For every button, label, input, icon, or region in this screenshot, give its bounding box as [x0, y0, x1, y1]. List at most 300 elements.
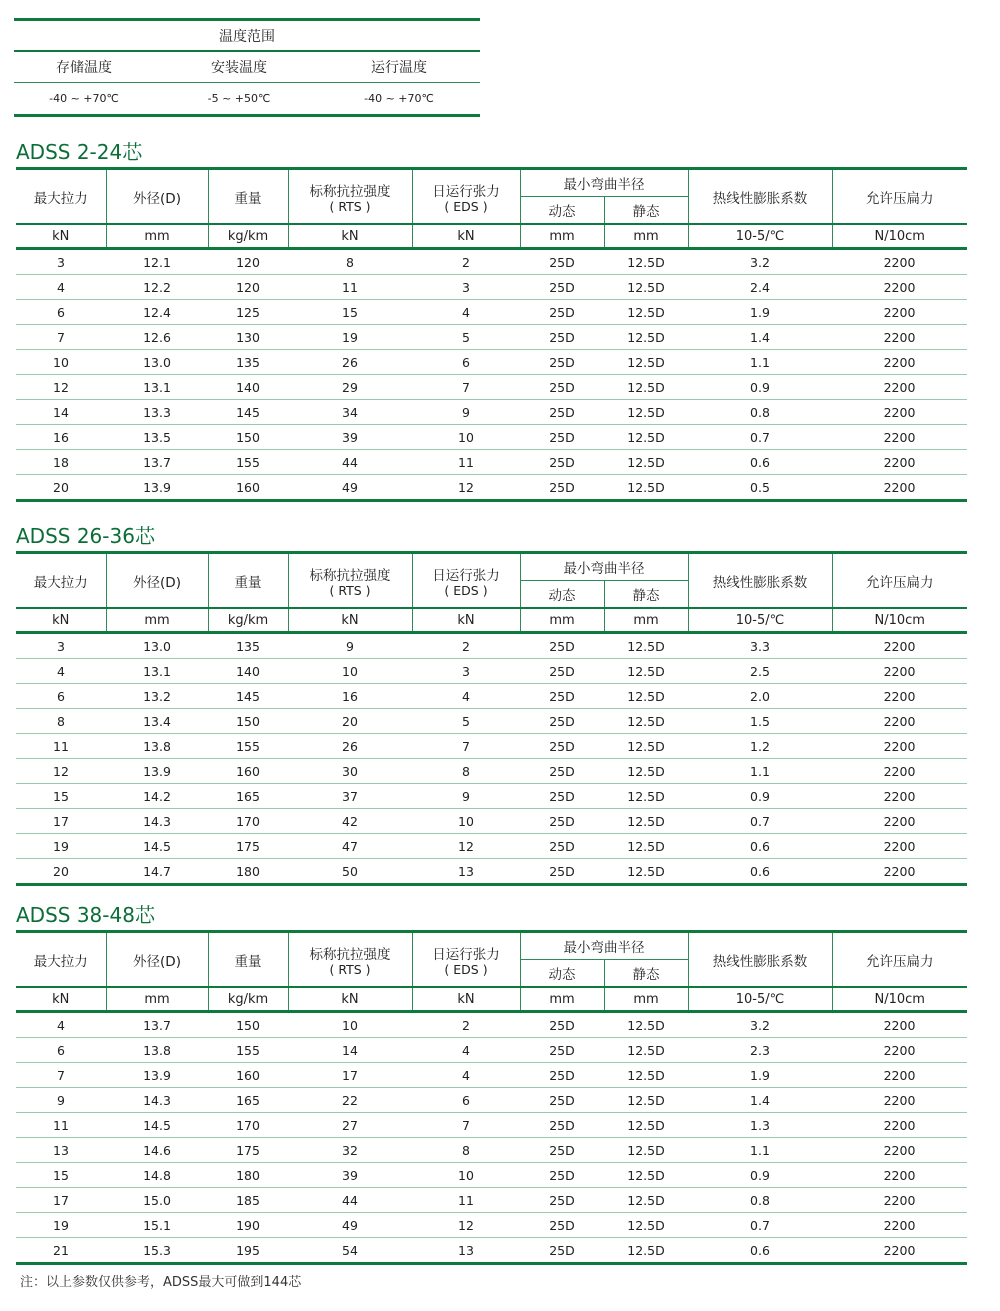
bend-dynamic-unit: mm — [520, 225, 604, 247]
rts-cell: 50 — [342, 863, 358, 879]
max-tension-cell: 15 — [16, 784, 106, 809]
rts-cell: 8 — [288, 250, 412, 275]
rts-header — [288, 170, 412, 223]
outer-diameter-cell: 13.5 — [106, 425, 208, 450]
table-row — [16, 250, 967, 275]
thermal-expansion-cell: 1.1 — [688, 350, 832, 375]
max-tension-cell: 3 — [16, 634, 106, 659]
bend-static-cell: 12.5D — [604, 734, 688, 759]
bend-dynamic-cell: 25D — [520, 425, 604, 450]
rts-cell: 37 — [288, 784, 412, 809]
bend-dynamic-cell: 25D — [520, 250, 604, 275]
bend-dynamic-cell: 25D — [520, 709, 604, 734]
thermal-expansion-header: 热线性膨胀系数 — [688, 554, 832, 607]
outer-diameter-cell: 12.6 — [106, 325, 208, 350]
section-title: ADSS 26-36芯 — [16, 524, 155, 548]
table-row — [16, 400, 967, 425]
eds-header — [412, 170, 520, 223]
temperature-title: 温度范围 — [219, 28, 275, 45]
weight-cell: 160 — [208, 1063, 288, 1088]
crush-resistance-cell: 2200 — [832, 1188, 967, 1213]
outer-diameter-cell: 13.8 — [106, 734, 208, 759]
rts-header-line1: 标称抗拉强度 — [309, 183, 391, 200]
thermal-expansion-cell: 1.1 — [688, 1138, 832, 1163]
weight-cell: 165 — [208, 1088, 288, 1113]
bend-dynamic-cell: 25D — [520, 275, 604, 300]
outer-diameter-cell: 12.2 — [106, 275, 208, 300]
table-row — [16, 1163, 967, 1188]
weight-cell: 175 — [208, 1138, 288, 1163]
thermal-expansion-cell: 0.9 — [688, 375, 832, 400]
eds-header-line1: 日运行张力 — [432, 946, 500, 963]
thermal-expansion-cell: 0.9 — [688, 784, 832, 809]
outer-diameter-cell: 13.8 — [106, 1038, 208, 1063]
max-tension-cell: 6 — [16, 684, 106, 709]
bend-radius-header: 最小弯曲半径 — [520, 933, 688, 960]
rts-cell: 44 — [288, 450, 412, 475]
unit-row — [16, 609, 967, 631]
outer-diameter-cell: 13.1 — [106, 659, 208, 684]
bend-static-cell: 12.5D — [604, 400, 688, 425]
eds-cell: 2 — [412, 250, 520, 275]
bend-static-cell: 12.5D — [627, 863, 665, 879]
bend-dynamic-cell: 25D — [520, 1063, 604, 1088]
bend-dynamic-cell: 25D — [520, 634, 604, 659]
rts-cell: 22 — [288, 1088, 412, 1113]
unit-row — [16, 225, 967, 247]
weight-header: 重量 — [208, 933, 288, 986]
bend-dynamic-cell: 25D — [520, 400, 604, 425]
max-tension-cell: 7 — [16, 1063, 106, 1088]
temperature-value-row — [14, 83, 480, 114]
table-bottom-rule — [16, 499, 967, 502]
rts-cell: 14 — [288, 1038, 412, 1063]
crush-resistance-cell: 2200 — [832, 1013, 967, 1038]
eds-cell: 11 — [412, 450, 520, 475]
bend-dynamic-cell: 25D — [520, 1113, 604, 1138]
rts-cell: 26 — [288, 734, 412, 759]
eds-header — [412, 554, 520, 607]
bend-static-cell: 12.5D — [604, 1013, 688, 1038]
crush-resistance-cell: 2200 — [832, 325, 967, 350]
crush-resistance-cell: 2200 — [832, 1038, 967, 1063]
eds-cell: 12 — [458, 479, 474, 495]
weight-cell: 135 — [208, 350, 288, 375]
table-row — [16, 634, 967, 659]
eds-cell: 2 — [412, 634, 520, 659]
max-tension-header: 最大拉力 — [16, 933, 106, 986]
max-tension-cell: 4 — [16, 659, 106, 684]
eds-cell: 6 — [412, 1088, 520, 1113]
eds-cell: 4 — [412, 1038, 520, 1063]
outer-diameter-cell: 12.1 — [106, 250, 208, 275]
operating-temp-header: 运行温度 — [371, 60, 427, 76]
crush-resistance-header: 允许压扁力 — [866, 953, 934, 970]
thermal-expansion-cell: 0.6 — [688, 834, 832, 859]
crush-resistance-cell: 2200 — [883, 1242, 916, 1258]
max-tension-unit: kN — [16, 609, 106, 631]
bend-dynamic-cell: 25D — [520, 375, 604, 400]
bend-static-cell: 12.5D — [604, 834, 688, 859]
bend-static-cell: 12.5D — [604, 300, 688, 325]
rts-cell: 10 — [288, 659, 412, 684]
table-row — [16, 375, 967, 400]
bend-static-cell: 12.5D — [604, 1113, 688, 1138]
header-row-1 — [16, 554, 967, 581]
thermal-expansion-cell: 0.8 — [688, 400, 832, 425]
thermal-expansion-cell: 0.7 — [688, 809, 832, 834]
weight-cell: 185 — [208, 1188, 288, 1213]
spec-table — [16, 170, 967, 223]
weight-cell: 125 — [208, 300, 288, 325]
data-table — [16, 1013, 967, 1262]
table-bottom-rule — [14, 114, 480, 117]
bend-dynamic-unit: mm — [520, 988, 604, 1010]
bend-dynamic-cell: 25D — [520, 300, 604, 325]
outer-diameter-cell: 14.3 — [106, 809, 208, 834]
thermal-expansion-cell: 1.1 — [688, 759, 832, 784]
bend-static-cell: 12.5D — [604, 634, 688, 659]
outer-diameter-cell: 13.7 — [106, 1013, 208, 1038]
thermal-expansion-header: 热线性膨胀系数 — [688, 170, 832, 223]
outer-diameter-cell: 13.9 — [106, 759, 208, 784]
section-title: ADSS 2-24芯 — [16, 140, 143, 164]
weight-cell: 155 — [208, 450, 288, 475]
eds-cell: 6 — [412, 350, 520, 375]
eds-header-line2: ( EDS ) — [444, 198, 488, 214]
bend-dynamic-cell: 25D — [520, 809, 604, 834]
weight-cell: 175 — [208, 834, 288, 859]
bend-dynamic-cell: 25D — [520, 350, 604, 375]
weight-cell: 120 — [208, 250, 288, 275]
thermal-expansion-cell: 0.6 — [750, 1242, 770, 1258]
weight-cell: 180 — [236, 863, 260, 879]
max-tension-cell: 21 — [53, 1242, 69, 1258]
outer-diameter-cell: 14.3 — [106, 1088, 208, 1113]
table-row — [16, 300, 967, 325]
footnote: 注：以上参数仅供参考，ADSS最大可做到144芯 — [20, 1275, 302, 1290]
rts-header-line2: ( RTS ) — [329, 961, 371, 977]
outer-diameter-cell: 13.1 — [106, 375, 208, 400]
crush-resistance-header: 允许压扁力 — [866, 190, 934, 207]
weight-cell: 190 — [208, 1213, 288, 1238]
rts-cell: 27 — [288, 1113, 412, 1138]
outer-diameter-header: 外径(D) — [106, 170, 208, 223]
max-tension-header: 最大拉力 — [16, 554, 106, 607]
crush-resistance-cell: 2200 — [832, 1063, 967, 1088]
rts-cell: 49 — [288, 1213, 412, 1238]
weight-cell: 150 — [208, 425, 288, 450]
outer-diameter-cell: 14.5 — [106, 1113, 208, 1138]
table-row — [16, 759, 967, 784]
table-row — [16, 1213, 967, 1238]
thermal-expansion-cell: 0.7 — [688, 425, 832, 450]
weight-unit: kg/km — [208, 609, 288, 631]
eds-cell: 13 — [458, 1242, 474, 1258]
table-row — [16, 1113, 967, 1138]
unit-row — [16, 988, 967, 1010]
weight-cell: 180 — [208, 1163, 288, 1188]
table-row — [16, 1013, 967, 1038]
table-row — [16, 1138, 967, 1163]
weight-cell: 140 — [208, 659, 288, 684]
table-bottom-rule — [16, 883, 967, 886]
weight-cell: 120 — [208, 275, 288, 300]
table-row — [16, 709, 967, 734]
data-table — [16, 250, 967, 499]
eds-cell: 4 — [412, 1063, 520, 1088]
outer-diameter-cell: 14.6 — [106, 1138, 208, 1163]
thermal-expansion-cell: 0.9 — [688, 1163, 832, 1188]
bend-dynamic-cell: 25D — [549, 1242, 575, 1258]
eds-cell: 10 — [412, 1163, 520, 1188]
crush-resistance-unit: N/10cm — [874, 612, 925, 628]
rts-header-line2: ( RTS ) — [329, 582, 371, 598]
eds-cell: 4 — [412, 684, 520, 709]
section-title: ADSS 38-48芯 — [16, 903, 155, 927]
max-tension-cell: 19 — [16, 1213, 106, 1238]
bend-dynamic-cell: 25D — [549, 863, 575, 879]
thermal-expansion-cell: 1.4 — [688, 1088, 832, 1113]
bend-static-cell: 12.5D — [604, 684, 688, 709]
install-temp-header: 安装温度 — [211, 60, 267, 76]
crush-resistance-cell: 2200 — [832, 784, 967, 809]
outer-diameter-cell: 13.7 — [106, 450, 208, 475]
thermal-expansion-cell: 2.0 — [688, 684, 832, 709]
eds-header-line2: ( EDS ) — [444, 961, 488, 977]
eds-cell: 7 — [412, 1113, 520, 1138]
crush-resistance-cell: 2200 — [832, 659, 967, 684]
table-row — [16, 834, 967, 859]
outer-diameter-unit: mm — [106, 988, 208, 1010]
table-row — [16, 784, 967, 809]
max-tension-cell: 17 — [16, 809, 106, 834]
crush-resistance-cell: 2200 — [832, 709, 967, 734]
weight-cell: 130 — [208, 325, 288, 350]
max-tension-cell: 13 — [16, 1138, 106, 1163]
rts-cell: 11 — [288, 275, 412, 300]
crush-resistance-cell: 2200 — [832, 1163, 967, 1188]
table-row — [16, 325, 967, 350]
thermal-expansion-unit: 10-5/℃ — [688, 609, 832, 631]
bend-static-cell: 12.5D — [627, 479, 665, 495]
header-row-1 — [16, 170, 967, 197]
eds-header-line1: 日运行张力 — [432, 183, 500, 200]
table-row — [16, 475, 967, 500]
eds-header-line2: ( EDS ) — [444, 582, 488, 598]
eds-cell: 9 — [412, 400, 520, 425]
crush-resistance-cell: 2200 — [832, 350, 967, 375]
bend-static-cell: 12.5D — [604, 709, 688, 734]
rts-cell: 20 — [288, 709, 412, 734]
temperature-range-table — [14, 18, 480, 117]
header-row-1 — [16, 933, 967, 960]
rts-cell: 9 — [288, 634, 412, 659]
bend-dynamic-cell: 25D — [549, 479, 575, 495]
install-temp-value: -5 ~ +50℃ — [207, 92, 271, 105]
table-row — [16, 450, 967, 475]
rts-cell: 16 — [288, 684, 412, 709]
outer-diameter-header: 外径(D) — [106, 933, 208, 986]
bend-static-cell: 12.5D — [604, 759, 688, 784]
bend-dynamic-cell: 25D — [520, 325, 604, 350]
bend-static-cell: 12.5D — [627, 1242, 665, 1258]
static-header: 静态 — [604, 581, 688, 608]
max-tension-cell: 11 — [16, 1113, 106, 1138]
rts-cell: 26 — [288, 350, 412, 375]
eds-cell: 10 — [412, 809, 520, 834]
rts-cell: 34 — [288, 400, 412, 425]
unit-table — [16, 225, 967, 247]
crush-resistance-cell: 2200 — [832, 684, 967, 709]
table-row — [16, 684, 967, 709]
rts-cell: 32 — [288, 1138, 412, 1163]
rts-cell: 47 — [288, 834, 412, 859]
outer-diameter-cell: 13.9 — [106, 1063, 208, 1088]
bend-static-cell: 12.5D — [604, 1138, 688, 1163]
bend-static-cell: 12.5D — [604, 1163, 688, 1188]
outer-diameter-cell: 13.2 — [106, 684, 208, 709]
max-tension-cell: 19 — [16, 834, 106, 859]
crush-resistance-cell: 2200 — [832, 450, 967, 475]
outer-diameter-cell: 13.9 — [143, 479, 171, 495]
storage-temp-value: -40 ~ +70℃ — [49, 92, 119, 105]
eds-cell: 10 — [412, 425, 520, 450]
weight-cell: 165 — [208, 784, 288, 809]
thermal-expansion-cell: 1.3 — [688, 1113, 832, 1138]
thermal-expansion-cell: 1.2 — [688, 734, 832, 759]
outer-diameter-cell: 14.2 — [106, 784, 208, 809]
thermal-expansion-cell: 0.6 — [750, 863, 770, 879]
thermal-expansion-cell: 0.8 — [688, 1188, 832, 1213]
bend-static-unit: mm — [604, 225, 688, 247]
spec-section-1 — [16, 138, 967, 502]
dynamic-header: 动态 — [520, 197, 604, 224]
thermal-expansion-cell: 3.2 — [688, 1013, 832, 1038]
weight-cell: 160 — [208, 759, 288, 784]
max-tension-cell: 6 — [16, 1038, 106, 1063]
crush-resistance-unit: N/10cm — [874, 228, 925, 244]
eds-cell: 7 — [412, 375, 520, 400]
thermal-expansion-unit: 10-5/℃ — [688, 225, 832, 247]
rts-unit: kN — [288, 988, 412, 1010]
thermal-expansion-header: 热线性膨胀系数 — [688, 933, 832, 986]
crush-resistance-cell: 2200 — [832, 1213, 967, 1238]
max-tension-cell: 7 — [16, 325, 106, 350]
eds-cell: 4 — [412, 300, 520, 325]
bend-dynamic-cell: 25D — [520, 784, 604, 809]
thermal-expansion-cell: 1.9 — [688, 1063, 832, 1088]
crush-resistance-cell: 2200 — [832, 1113, 967, 1138]
outer-diameter-cell: 14.5 — [106, 834, 208, 859]
rts-header-line2: ( RTS ) — [329, 198, 371, 214]
rts-header-line1: 标称抗拉强度 — [309, 567, 391, 584]
bend-static-cell: 12.5D — [604, 350, 688, 375]
thermal-expansion-cell: 1.5 — [688, 709, 832, 734]
weight-header: 重量 — [208, 170, 288, 223]
outer-diameter-cell: 15.1 — [106, 1213, 208, 1238]
eds-cell: 12 — [412, 1213, 520, 1238]
max-tension-cell: 18 — [16, 450, 106, 475]
eds-cell: 3 — [412, 659, 520, 684]
dynamic-header: 动态 — [520, 581, 604, 608]
table-row — [16, 350, 967, 375]
max-tension-cell: 4 — [16, 1013, 106, 1038]
weight-cell: 140 — [208, 375, 288, 400]
max-tension-cell: 15 — [16, 1163, 106, 1188]
thermal-expansion-unit: 10-5/℃ — [688, 988, 832, 1010]
crush-resistance-header: 允许压扁力 — [866, 574, 934, 591]
bend-static-cell: 12.5D — [604, 1038, 688, 1063]
bend-static-cell: 12.5D — [604, 275, 688, 300]
bend-static-cell: 12.5D — [604, 250, 688, 275]
eds-cell: 3 — [412, 275, 520, 300]
max-tension-cell: 4 — [16, 275, 106, 300]
max-tension-cell: 10 — [16, 350, 106, 375]
max-tension-header: 最大拉力 — [16, 170, 106, 223]
bend-radius-header: 最小弯曲半径 — [520, 554, 688, 581]
eds-cell: 5 — [412, 709, 520, 734]
rts-cell: 15 — [288, 300, 412, 325]
outer-diameter-cell: 13.0 — [106, 634, 208, 659]
spec-section-2 — [16, 522, 967, 886]
rts-cell: 42 — [288, 809, 412, 834]
rts-cell: 54 — [342, 1242, 358, 1258]
thermal-expansion-cell: 2.4 — [688, 275, 832, 300]
outer-diameter-unit: mm — [106, 225, 208, 247]
bend-dynamic-cell: 25D — [520, 1163, 604, 1188]
table-bottom-rule — [16, 1262, 967, 1265]
rts-cell: 44 — [288, 1188, 412, 1213]
crush-resistance-cell: 2200 — [832, 250, 967, 275]
max-tension-cell: 12 — [16, 375, 106, 400]
eds-unit: kN — [412, 988, 520, 1010]
bend-dynamic-cell: 25D — [520, 450, 604, 475]
bend-dynamic-cell: 25D — [520, 684, 604, 709]
crush-resistance-unit: N/10cm — [874, 991, 925, 1007]
thermal-expansion-cell: 0.5 — [750, 479, 770, 495]
table-row — [16, 659, 967, 684]
bend-static-cell: 12.5D — [604, 425, 688, 450]
weight-cell: 145 — [208, 400, 288, 425]
thermal-expansion-cell: 0.7 — [688, 1213, 832, 1238]
dynamic-header: 动态 — [520, 960, 604, 987]
thermal-expansion-cell: 3.2 — [688, 250, 832, 275]
weight-cell: 150 — [208, 709, 288, 734]
eds-cell: 2 — [412, 1013, 520, 1038]
table-row — [16, 275, 967, 300]
bend-dynamic-cell: 25D — [520, 1188, 604, 1213]
eds-cell: 9 — [412, 784, 520, 809]
max-tension-cell: 17 — [16, 1188, 106, 1213]
outer-diameter-cell: 15.0 — [106, 1188, 208, 1213]
thermal-expansion-cell: 0.6 — [688, 450, 832, 475]
eds-header — [412, 933, 520, 986]
crush-resistance-cell: 2200 — [832, 1138, 967, 1163]
weight-cell: 170 — [208, 1113, 288, 1138]
table-row — [16, 1063, 967, 1088]
unit-table — [16, 988, 967, 1010]
outer-diameter-cell: 13.3 — [106, 400, 208, 425]
crush-resistance-cell: 2200 — [832, 275, 967, 300]
outer-diameter-unit: mm — [106, 609, 208, 631]
spec-section-3 — [16, 901, 967, 1265]
rts-cell: 39 — [288, 425, 412, 450]
eds-unit: kN — [412, 609, 520, 631]
rts-header — [288, 933, 412, 986]
bend-dynamic-cell: 25D — [520, 834, 604, 859]
bend-dynamic-cell: 25D — [520, 659, 604, 684]
